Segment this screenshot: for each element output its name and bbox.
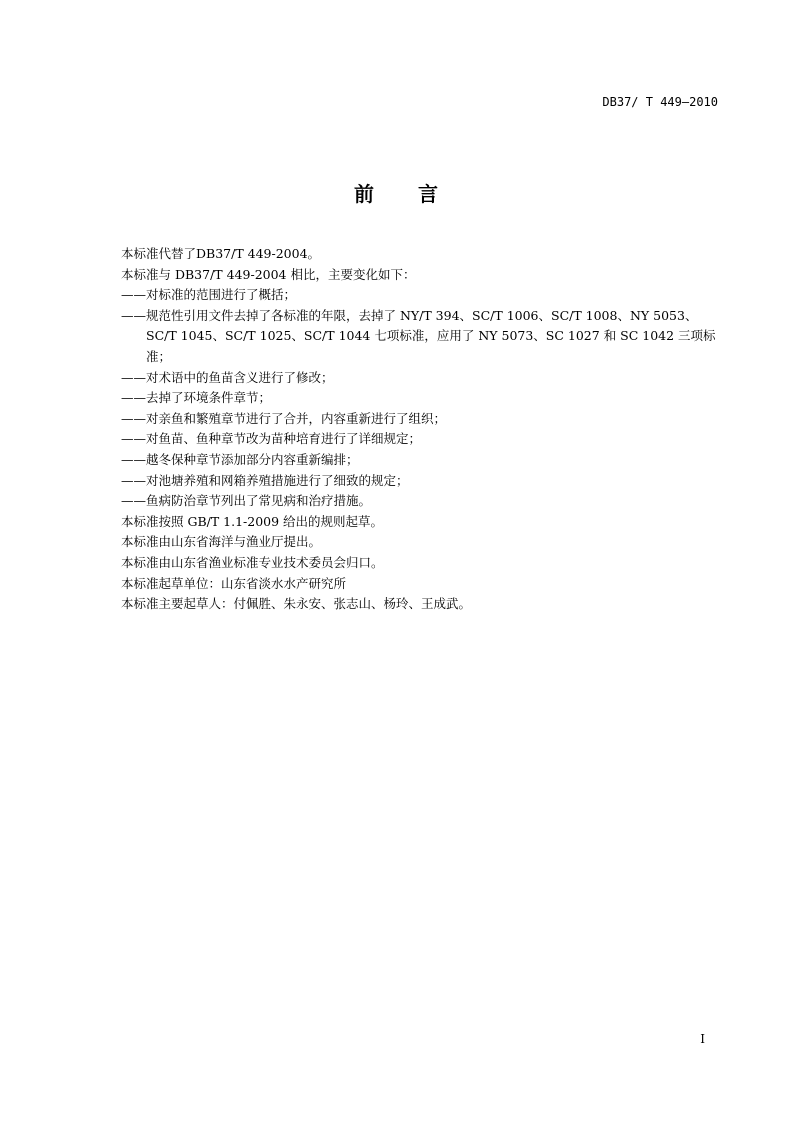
dash-marker: —— bbox=[121, 431, 146, 447]
list-item bbox=[121, 429, 721, 450]
list-item bbox=[121, 368, 721, 389]
dash-marker: —— bbox=[121, 410, 146, 426]
list-item bbox=[121, 471, 721, 492]
list-item-text: 鱼病防治章节列出了常见病和治疗措施。 bbox=[146, 493, 372, 509]
foreword-body bbox=[121, 244, 721, 615]
list-item bbox=[121, 491, 721, 512]
list-item-text: 对标准的范围进行了概括； bbox=[146, 287, 297, 303]
dash-marker: —— bbox=[121, 287, 146, 303]
page-number: I bbox=[700, 1032, 705, 1046]
list-item-text: 对池塘养殖和网箱养殖措施进行了细致的规定； bbox=[146, 472, 409, 488]
list-item bbox=[121, 306, 721, 327]
list-item-text: 规范性引用文件去掉了各标准的年限，去掉了 NY/T 394、SC/T 1006、SC/T 1008、NY 5053、 bbox=[146, 307, 698, 323]
title-char-2: 言 bbox=[418, 182, 438, 206]
dash-marker: —— bbox=[121, 493, 146, 509]
paragraph-line: 本标准起草单位：山东省淡水水产研究所 bbox=[121, 575, 347, 591]
list-item-text: 对术语中的鱼苗含义进行了修改； bbox=[146, 369, 334, 385]
list-item-text: 对亲鱼和繁殖章节进行了合并，内容重新进行了组织； bbox=[146, 410, 447, 426]
document-code: DB37/ T 449—2010 bbox=[602, 95, 718, 109]
paragraph-line: 本标准代替了DB37/T 449-2004。 bbox=[121, 246, 321, 261]
title-char-1: 前 bbox=[354, 182, 374, 206]
dash-marker: —— bbox=[121, 369, 146, 385]
paragraph-line: 本标准主要起草人：付佩胜、朱永安、张志山、杨玲、王成武。 bbox=[121, 596, 472, 612]
paragraph-line: 本标准按照 GB/T 1.1-2009 给出的规则起草。 bbox=[121, 513, 384, 529]
list-item-text: 越冬保种章节添加部分内容重新编排； bbox=[146, 451, 359, 467]
list-item bbox=[121, 388, 721, 409]
page-title bbox=[0, 178, 792, 207]
list-item-text: 对鱼苗、鱼种章节改为苗种培育进行了详细规定； bbox=[146, 431, 422, 447]
paragraph-line: 本标准由山东省海洋与渔业厅提出。 bbox=[121, 534, 322, 550]
dash-marker: —— bbox=[121, 472, 146, 488]
dash-marker: —— bbox=[121, 451, 146, 467]
list-item bbox=[121, 285, 721, 306]
list-item-continuation: 准； bbox=[146, 348, 172, 364]
dash-marker: —— bbox=[121, 390, 146, 406]
paragraph-line: 本标准由山东省渔业标准专业技术委员会归口。 bbox=[121, 554, 384, 570]
dash-marker: —— bbox=[121, 307, 146, 323]
list-item bbox=[121, 450, 721, 471]
list-item bbox=[121, 409, 721, 430]
list-item-continuation: SC/T 1045、SC/T 1025、SC/T 1044 七项标准，应用了 NY 5073、SC 1027 和 SC 1042 三项标 bbox=[146, 328, 716, 344]
paragraph-line: 本标准与 DB37/T 449-2004 相比，主要变化如下： bbox=[121, 266, 416, 282]
list-item-text: 去掉了环境条件章节； bbox=[146, 390, 272, 406]
